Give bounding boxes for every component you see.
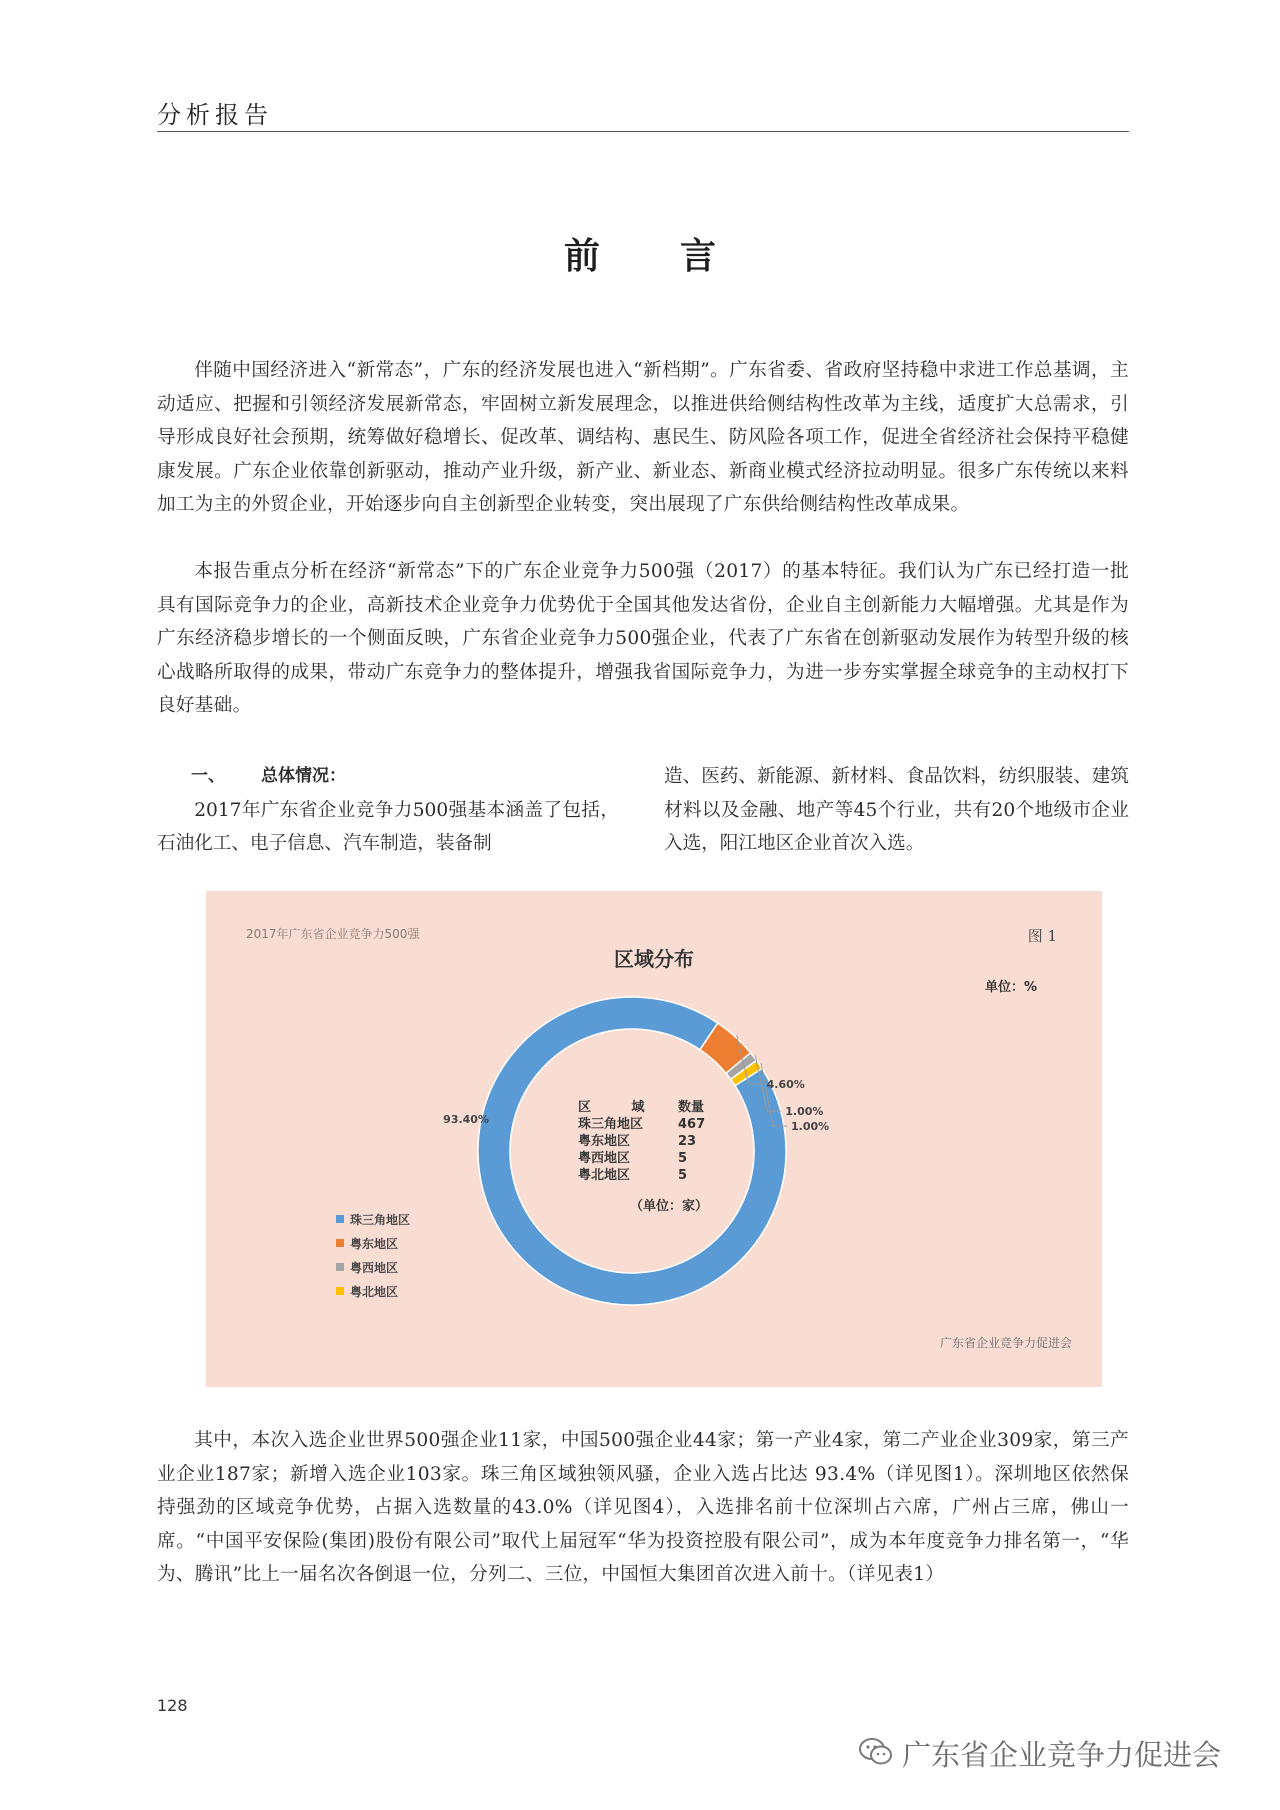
legend-item [336, 1279, 410, 1303]
column-left-text: 2017年广东省企业竞争力500强基本涵盖了包括，石油化工、电子信息、汽车制造，装备制 [157, 799, 619, 854]
watermark-text: 广东省企业竞争力促进会 [902, 1738, 1222, 1772]
page-title: 前言 [563, 236, 796, 277]
legend-item [336, 1207, 410, 1231]
table-row [578, 1116, 738, 1133]
legend-swatch [336, 1239, 344, 1247]
table-header-cell: 区 域 [578, 1100, 663, 1115]
legend-item [336, 1231, 410, 1255]
page-header [157, 95, 1129, 132]
legend-label: 粤西地区 [350, 1260, 399, 1275]
section-number: 一、 [191, 766, 225, 786]
legend-swatch [336, 1263, 344, 1271]
table-row [578, 1167, 738, 1184]
table-cell: 粤西地区 [578, 1151, 631, 1166]
table-cell: 粤北地区 [578, 1168, 631, 1183]
table-header-cell: 数量 [678, 1100, 705, 1115]
paragraph-intro-2: 本报告重点分析在经济“新常态”下的广东企业竞争力500强（2017）的基本特征。我们认为广东已经打造一批具有国际竞争力的企业，高新技术企业竞争力优势优于全国其他发达省份，企业自主创新能力大幅增强。尤其是作为广东经济稳步增长的一个侧面反映，广东省企业竞争力500强企业，代表了广东省在创新驱动发展作为转型升级的核心战略所取得的成果，带动广东竞争力的整体提升，增强我省国际竞争力，为进一步夯实掌握全球竞争的主动权打下良好基础。 [157, 561, 1129, 716]
table-cell: 粤东地区 [578, 1134, 631, 1149]
data-label-pearl-river-delta: 93.40% [443, 1113, 489, 1126]
paragraph-intro-1: 伴随中国经济进入“新常态”，广东的经济发展也进入“新档期”。广东省委、省政府坚持稳中求进工作总基调，主动适应、把握和引领经济发展新常态，牢固树立新发展理念，以推进供给侧结构性改革为主线，适度扩大总需求，引导形成良好社会预期，统筹做好稳增长、促改革、调结构、惠民生、防风险各项工作，促进全省经济社会保持平稳健康发展。广东企业依靠创新驱动，推动产业升级，新产业、新业态、新商业模式经济拉动明显。很多广东传统以来料加工为主的外贸企业，开始逐步向自主创新型企业转变，突出展现了广东供给侧结构性改革成果。 [157, 360, 1129, 515]
legend-item [336, 1255, 410, 1279]
table-row [578, 1133, 738, 1150]
chart-unit: 单位：% [984, 980, 1037, 995]
legend-label: 粤北地区 [350, 1284, 399, 1299]
page-number: 128 [157, 1696, 188, 1715]
chart-source: 广东省企业竞争力促进会 [939, 1336, 1072, 1350]
table-cell: 5 [678, 1168, 688, 1183]
table-header-row [578, 1099, 738, 1116]
chart-title: 区域分布 [614, 947, 694, 971]
column-right [664, 760, 1129, 861]
table-cell: 珠三角地区 [578, 1117, 644, 1132]
table-cell: 5 [678, 1151, 688, 1166]
table-cell: 467 [678, 1117, 706, 1132]
wechat-icon [858, 1737, 894, 1771]
paragraph-summary: 其中，本次入选企业世界500强企业11家，中国500强企业44家；第一产业4家，第二产业企业309家，第三产业企业187家；新增入选企业103家。珠三角区域独领风骚，企业入选占比达 93.4%（详见图1）。深圳地区依然保持强劲的区域竞争优势，占据入选数量的43.0%（详见图4），入选排名前十位深圳占六席，广州占三席，佛山一席。“中国平安保险(集团)股份有限公司”取代上届冠军“华为投资控股有限公司”，成为本年度竞争力排名第一，“华为、腾讯”比上一届名次各倒退一位，分列二、三位，中国恒大集团首次进入前十。（详见表1） [157, 1430, 1129, 1585]
data-label-north-guangdong: 1.00% [791, 1120, 830, 1133]
data-label-east-guangdong: 4.60% [766, 1078, 805, 1091]
section-title: 总体情况： [261, 766, 346, 786]
data-label-west-guangdong: 1.00% [785, 1105, 824, 1118]
table-cell: 23 [678, 1134, 697, 1149]
section-heading [157, 760, 619, 794]
chart-legend [336, 1207, 410, 1303]
region-distribution-chart [206, 891, 1102, 1387]
column-right-text: 造、医药、新能源、新材料、食品饮料，纺织服装、建筑材料以及金融、地产等45个行业，共有20个地级市企业入选，阳江地区企业首次入选。 [664, 766, 1129, 854]
legend-label: 粤东地区 [350, 1236, 399, 1251]
table-row [578, 1150, 738, 1167]
header-title: 分析报告 [157, 101, 273, 129]
donut-center-unit: （单位：家） [630, 1199, 709, 1214]
legend-label: 珠三角地区 [350, 1212, 411, 1227]
figure-label: 图 1 [1027, 927, 1057, 945]
column-left [157, 760, 619, 861]
chart-corner-label: 2017年广东省企业竞争力500强 [246, 927, 420, 941]
legend-swatch [336, 1287, 344, 1295]
watermark [858, 1733, 1221, 1774]
legend-swatch [336, 1215, 344, 1223]
donut-center-table [578, 1099, 738, 1184]
